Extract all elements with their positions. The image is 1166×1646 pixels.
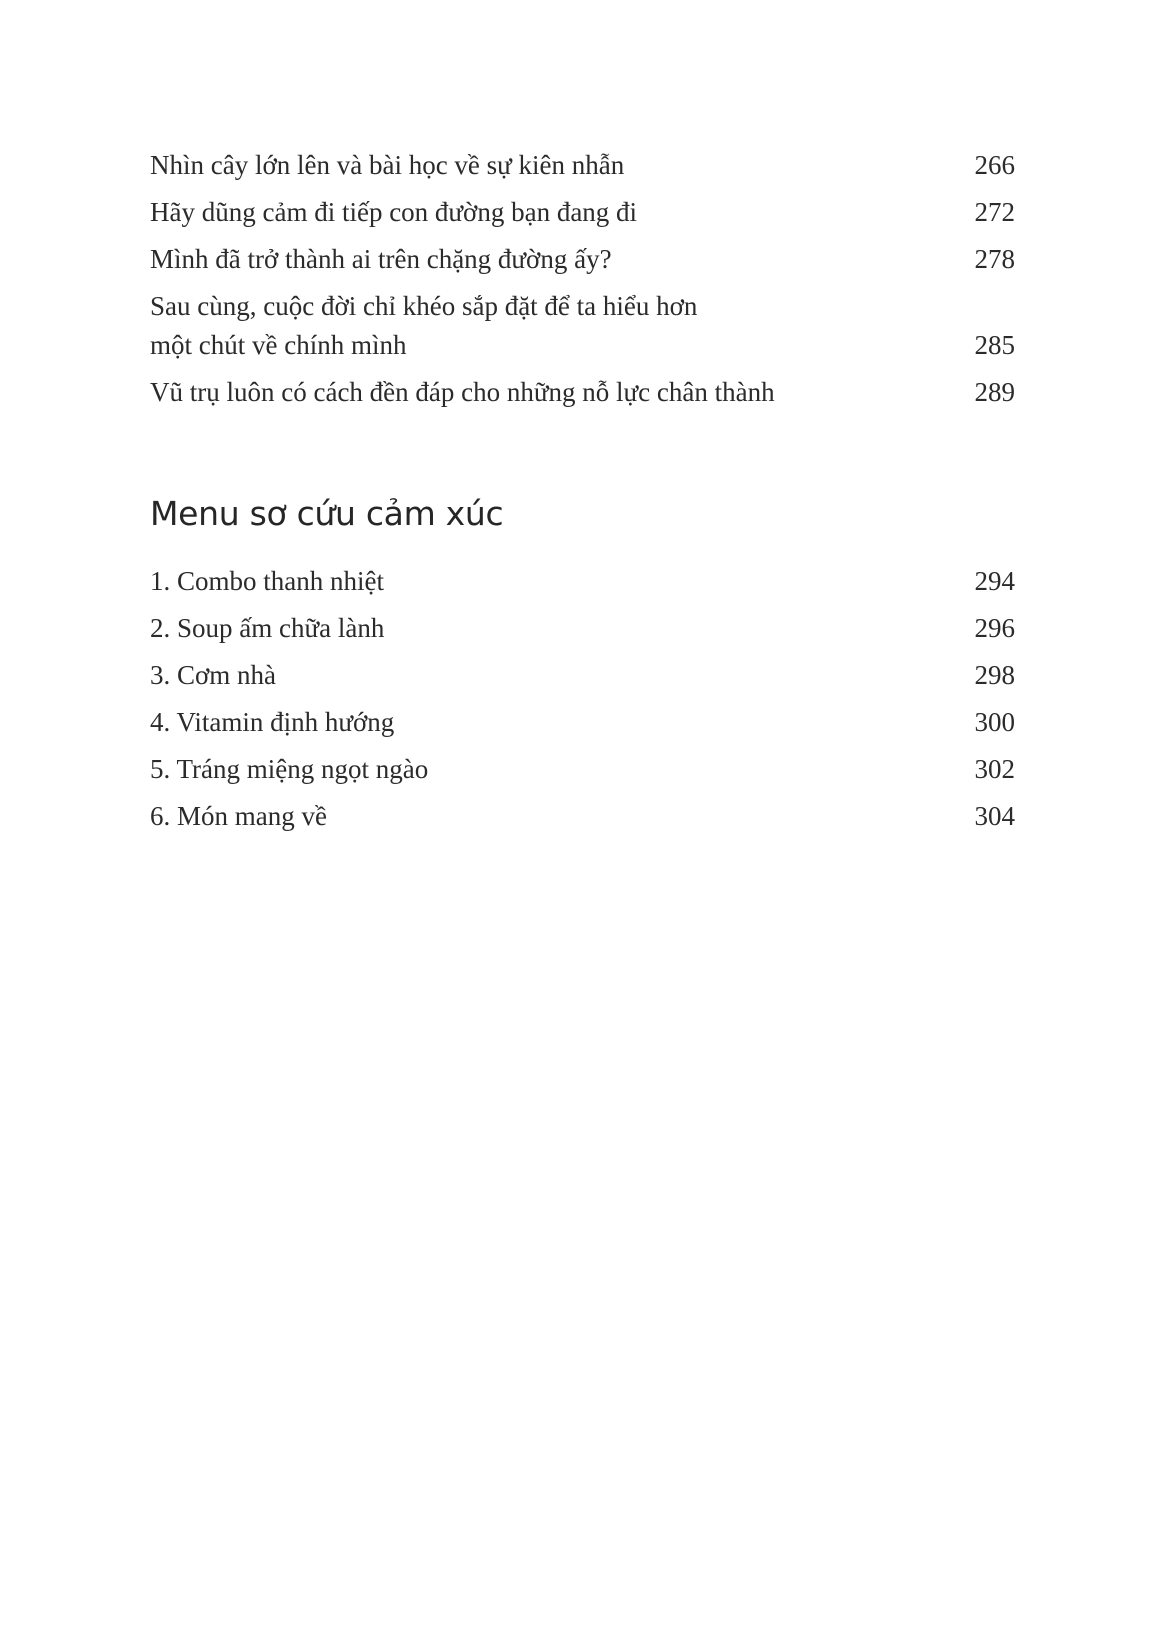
toc-entry-title: 4. Vitamin định hướng	[150, 707, 395, 737]
toc-entry-page-number: 298	[974, 660, 1015, 690]
toc-entry-page-number: 304	[974, 801, 1015, 831]
toc-entry-page-number: 294	[974, 566, 1015, 596]
toc-entry-page-number: 285	[974, 330, 1015, 360]
toc-entry	[150, 609, 1015, 648]
toc-entry-title: 2. Soup ấm chữa lành	[150, 613, 385, 643]
toc-entry-page-number: 296	[974, 613, 1015, 643]
toc-entry	[150, 562, 1015, 601]
toc-entry-title: 6. Món mang về	[150, 801, 327, 831]
table-of-contents-part-one	[150, 146, 1015, 420]
toc-entry-title: 3. Cơm nhà	[150, 660, 277, 690]
table-of-contents-menu-section	[150, 562, 1015, 844]
toc-entry-page-number: 302	[974, 754, 1015, 784]
toc-entry-page-number: 266	[974, 150, 1015, 180]
toc-entry-title: Vũ trụ luôn có cách đền đáp cho những nỗ lực chân thành	[150, 377, 775, 407]
section-heading: Menu sơ cứu cảm xúc	[150, 494, 504, 533]
toc-entry	[150, 287, 1015, 365]
toc-entry	[150, 240, 1015, 279]
toc-entry-title: 5. Tráng miệng ngọt ngào	[150, 754, 429, 784]
toc-entry-title: Mình đã trở thành ai trên chặng đường ấy?	[150, 244, 612, 274]
toc-entry	[150, 703, 1015, 742]
toc-entry-page-number: 278	[974, 244, 1015, 274]
toc-entry-title: Hãy dũng cảm đi tiếp con đường bạn đang đi	[150, 197, 638, 227]
toc-entry	[150, 750, 1015, 789]
toc-entry	[150, 656, 1015, 695]
toc-entry	[150, 797, 1015, 836]
toc-entry-page-number: 300	[974, 707, 1015, 737]
toc-entry-title: Sau cùng, cuộc đời chỉ khéo sắp đặt để ta hiểu hơn một chút về chính mình	[150, 291, 698, 360]
toc-entry	[150, 193, 1015, 232]
toc-entry-page-number: 272	[974, 197, 1015, 227]
toc-entry-page-number: 289	[974, 377, 1015, 407]
toc-entry	[150, 373, 1015, 412]
toc-entry	[150, 146, 1015, 185]
toc-entry-title: 1. Combo thanh nhiệt	[150, 566, 384, 596]
toc-entry-title: Nhìn cây lớn lên và bài học về sự kiên nhẫn	[150, 150, 625, 180]
